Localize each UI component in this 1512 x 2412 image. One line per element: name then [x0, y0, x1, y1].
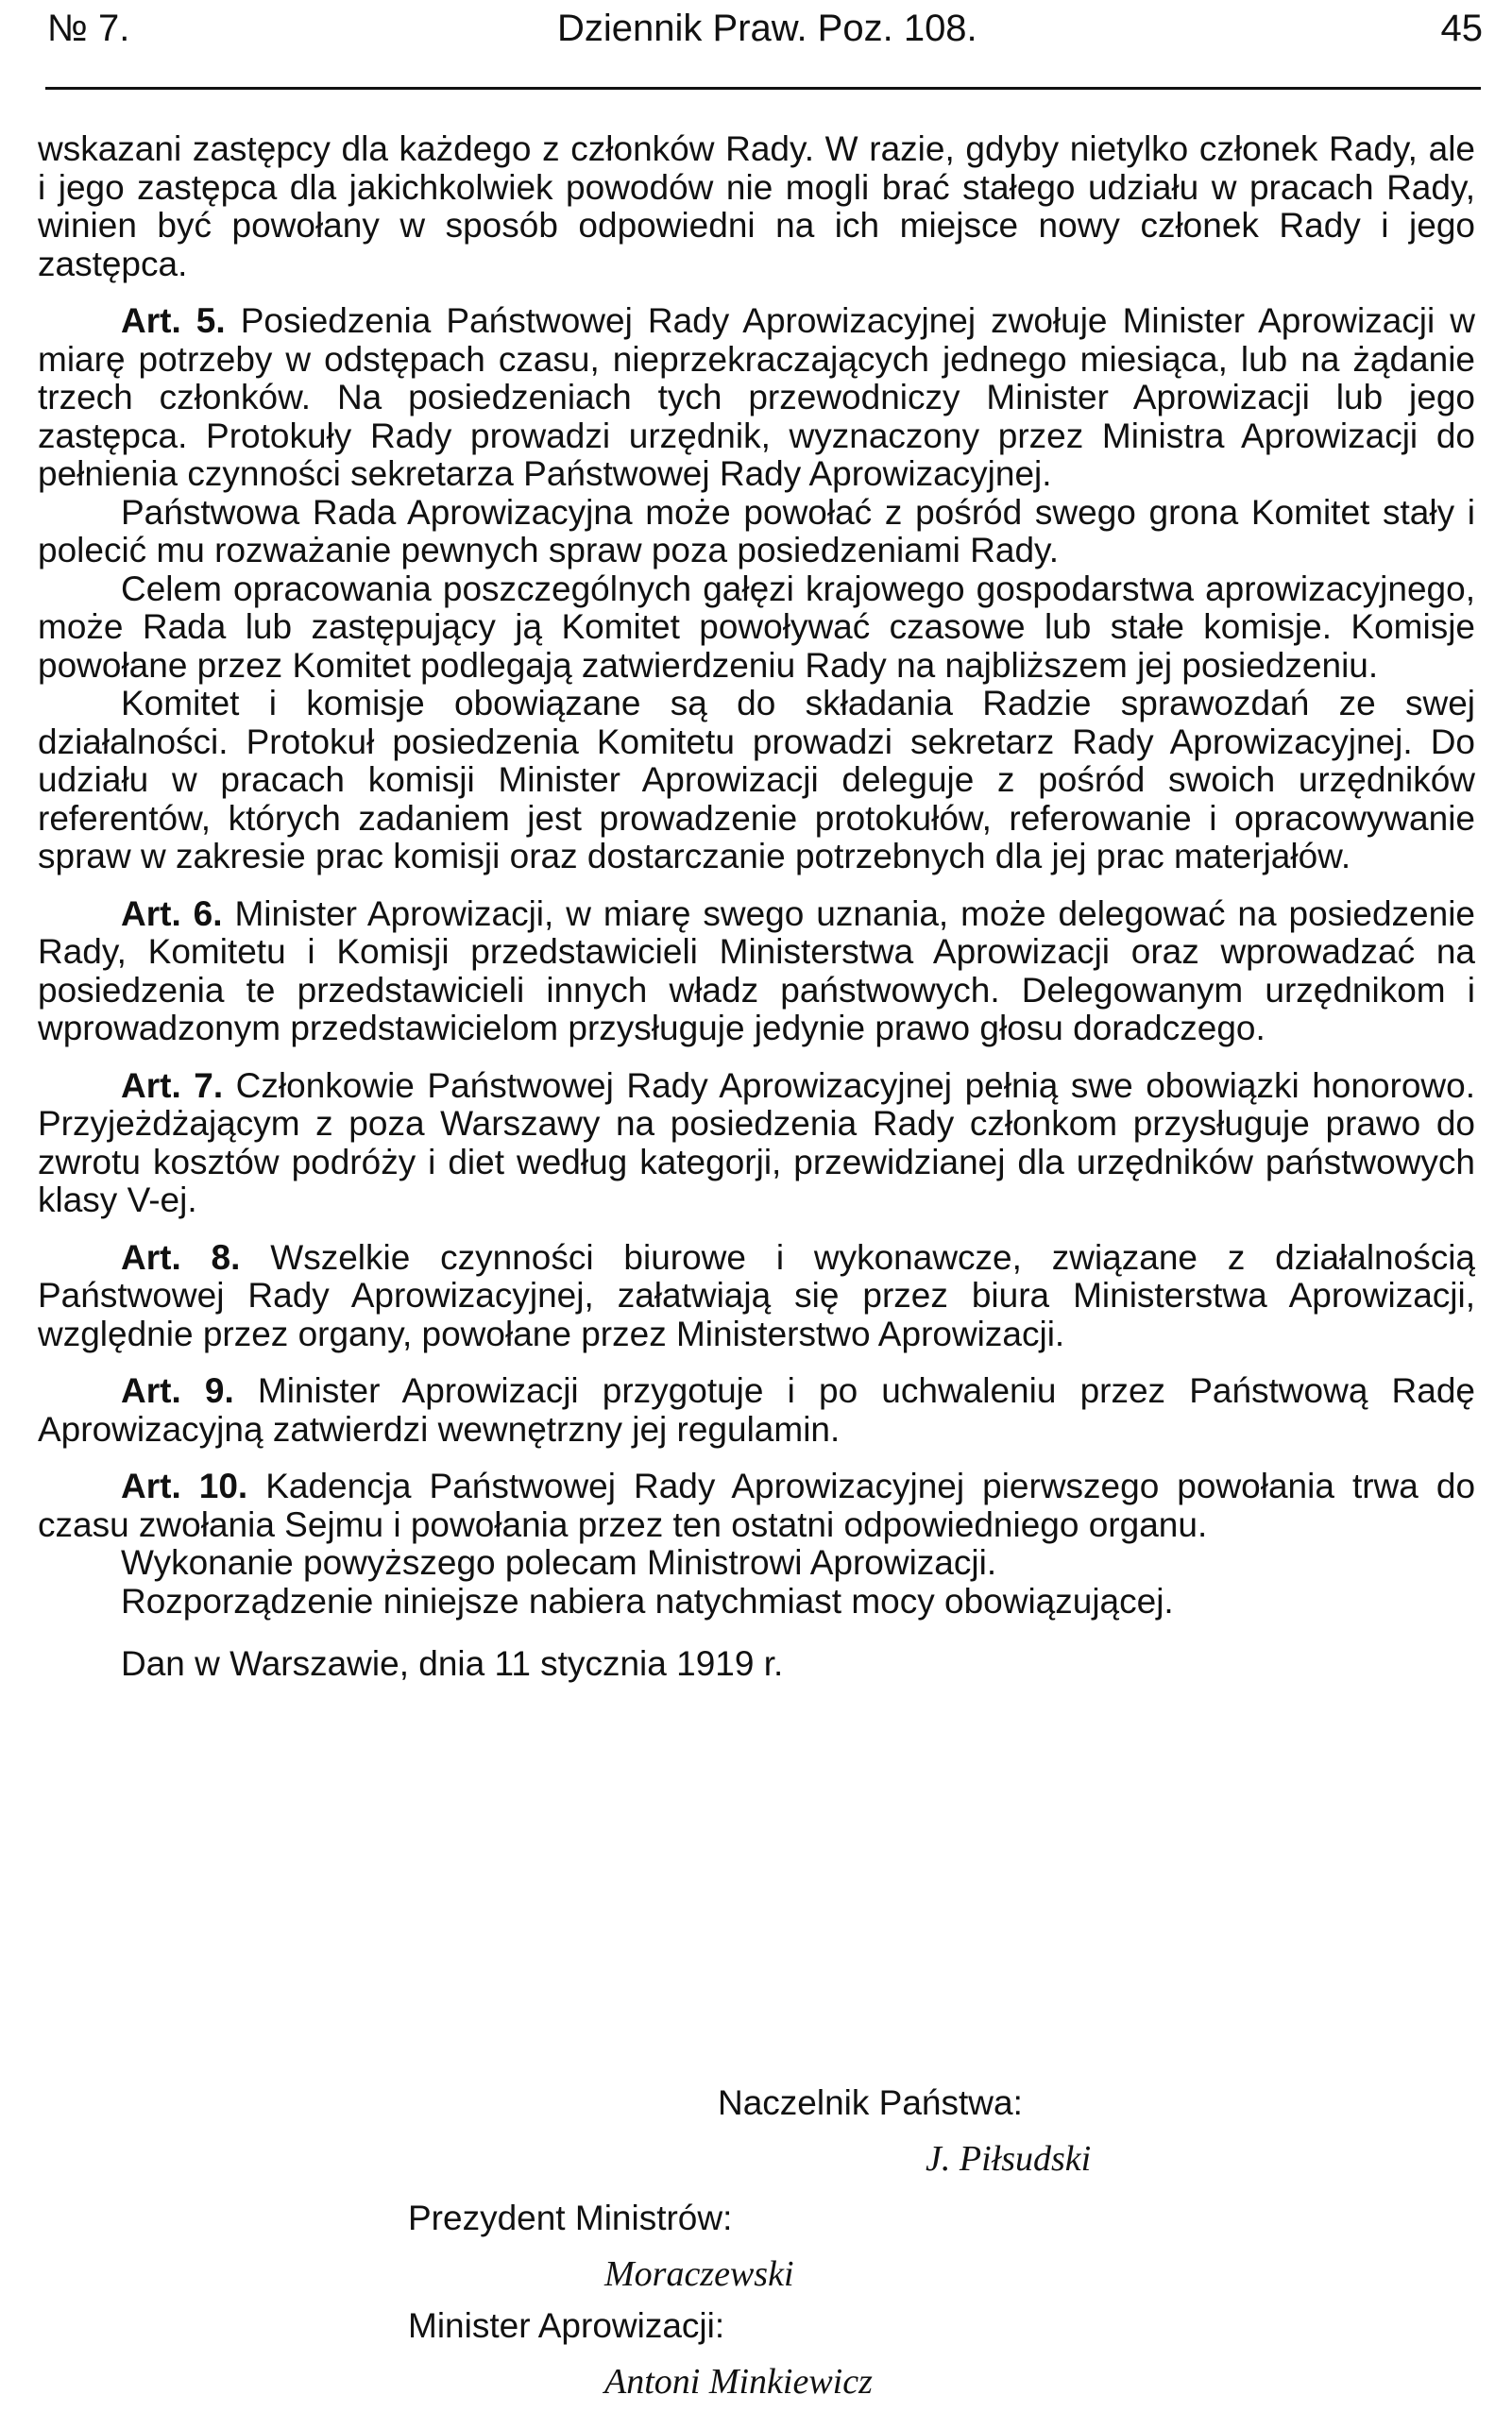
article-5-paragraph-1: [38, 302, 1475, 494]
article-6-text: Minister Aprowizacji, w miarę swego uznania, może delegować na posiedzenie Rady, Komitetu i Komisji przedstawicieli Ministerstwa Aprowizacji oraz wprowadzać na posiedzenia te przedstawicieli innych władz państwowych. Delegowanym urzędnikom i wprowadzonym przedstawicielom przysługuje jedynie prawo głosu doradczego.: [38, 893, 1475, 1047]
article-7-text: Członkowie Państwowej Rady Aprowizacyjnej pełnią swe obowiązki honorowo. Przyjeżdżającym z poza Warszawy na posiedzenia Rady członkom przysługuje prawo do zwrotu kosztów podróży i diet według kategorji, przewidzianej dla urzędników państwowych klasy V-ej.: [38, 1065, 1475, 1219]
page-header: [47, 8, 1483, 74]
article-7-paragraph: [38, 1067, 1475, 1220]
document-body: [38, 130, 1475, 1684]
closing-line-1: Wykonanie powyższego polecam Ministrowi Aprowizacji.: [121, 1543, 997, 1582]
article-5-paragraph-3: Celem opracowania poszczególnych gałęzi krajowego gospodarstwa aprowizacyjnego, może Rada lub zastępujący ją Komitet powoływać czasowe lub stałe komisje. Komisje powołane przez Komitet podlegają zatwierdzeniu Rady na najbliższem jej posiedzeniu.: [38, 569, 1475, 685]
article-8-paragraph: [38, 1239, 1475, 1354]
signature-title-minister: Minister Aprowizacji:: [408, 2306, 725, 2345]
article-10-paragraph: [38, 1468, 1475, 1544]
article-10-text: Kadencja Państwowej Rady Aprowizacyjnej pierwszego powołania trwa do czasu zwołania Sejmu i powołania przez ten ostatni odpowiedniego organu.: [38, 1467, 1476, 1544]
article-8-text: Wszelkie czynności biurowe i wykonawcze, związane z działalnością Państwowej Rady Aprowizacyjnej, załatwiają się przez biura Ministerstwa Aprowizacji, względnie przez organy, powołane przez Ministerstwo Aprowizacji.: [38, 1237, 1476, 1353]
date-line: Dan w Warszawie, dnia 11 stycznia 1919 r.: [121, 1644, 784, 1683]
article-5-label: Art. 5.: [121, 301, 226, 340]
signature-name-minkiewicz: Antoni Minkiewicz: [604, 2362, 873, 2402]
article-5-text-1: Posiedzenia Państwowej Rady Aprowizacyjnej zwołuje Minister Aprowizacji w miarę potrzeby w odstępach czasu, nieprzekraczających jednego miesiąca, lub na żądanie trzech członków. Na posiedzeniach tych przewodniczy Minister Aprowizacji lub jego zastępca. Protokuły Rady prowadzi urzędnik, wyznaczony przez Ministra Aprowizacji do pełnienia czynności sekretarza Państwowej Rady Aprowizacyjnej.: [38, 301, 1476, 493]
closing-line-2: Rozporządzenie niniejsze nabiera natychmiast mocy obowiązującej.: [121, 1581, 1174, 1621]
article-7-label: Art. 7.: [121, 1065, 224, 1105]
article-9-label: Art. 9.: [121, 1371, 234, 1410]
header-rule: [45, 87, 1481, 90]
journal-title: Dziennik Praw. Poz. 108.: [557, 8, 977, 49]
issue-number: № 7.: [47, 8, 130, 49]
signature-title-prime-minister: Prezydent Ministrów:: [408, 2199, 733, 2237]
article-8-label: Art. 8.: [121, 1237, 241, 1277]
intro-paragraph: wskazani zastępcy dla każdego z członków Rady. W razie, gdyby nietylko członek Rady, ale i jego zastępca dla jakichkolwiek powodów nie mogli brać stałego udziału w pracach Rady, winien być powołany w sposób odpowiedni na ich miejsce nowy członek Rady i jego zastępca.: [38, 129, 1475, 283]
page-number: 45: [1440, 8, 1483, 49]
signature-name-pilsudski: J. Piłsudski: [926, 2139, 1092, 2179]
article-6-paragraph: [38, 895, 1475, 1048]
article-10-label: Art. 10.: [121, 1467, 248, 1505]
article-9-paragraph: [38, 1372, 1475, 1449]
article-5-paragraph-4: Komitet i komisje obowiązane są do składania Radzie sprawozdań ze swej działalności. Protokuł posiedzenia Komitetu prowadzi sekretarz Rady Aprowizacyjnej. Do udziału w pracach komisji Minister Aprowizacji deleguje z pośród swoich urzędników referentów, których zadaniem jest prowadzenie protokułów, referowanie i opracowywanie spraw w zakresie prac komisji oraz dostarczanie potrzebnych dla jej prac materjałów.: [38, 684, 1475, 875]
article-9-text: Minister Aprowizacji przygotuje i po uchwaleniu przez Państwową Radę Aprowizacyjną zatwierdzi wewnętrzny jej regulamin.: [38, 1371, 1476, 1449]
article-5-paragraph-2: Państwowa Rada Aprowizacyjna może powołać z pośród swego grona Komitet stały i polecić mu rozważanie pewnych spraw poza posiedzeniami Rady.: [38, 492, 1475, 569]
article-6-label: Art. 6.: [121, 893, 223, 933]
signature-title-head-of-state: Naczelnik Państwa:: [718, 2083, 1023, 2122]
signature-name-moraczewski: Moraczewski: [604, 2254, 794, 2294]
